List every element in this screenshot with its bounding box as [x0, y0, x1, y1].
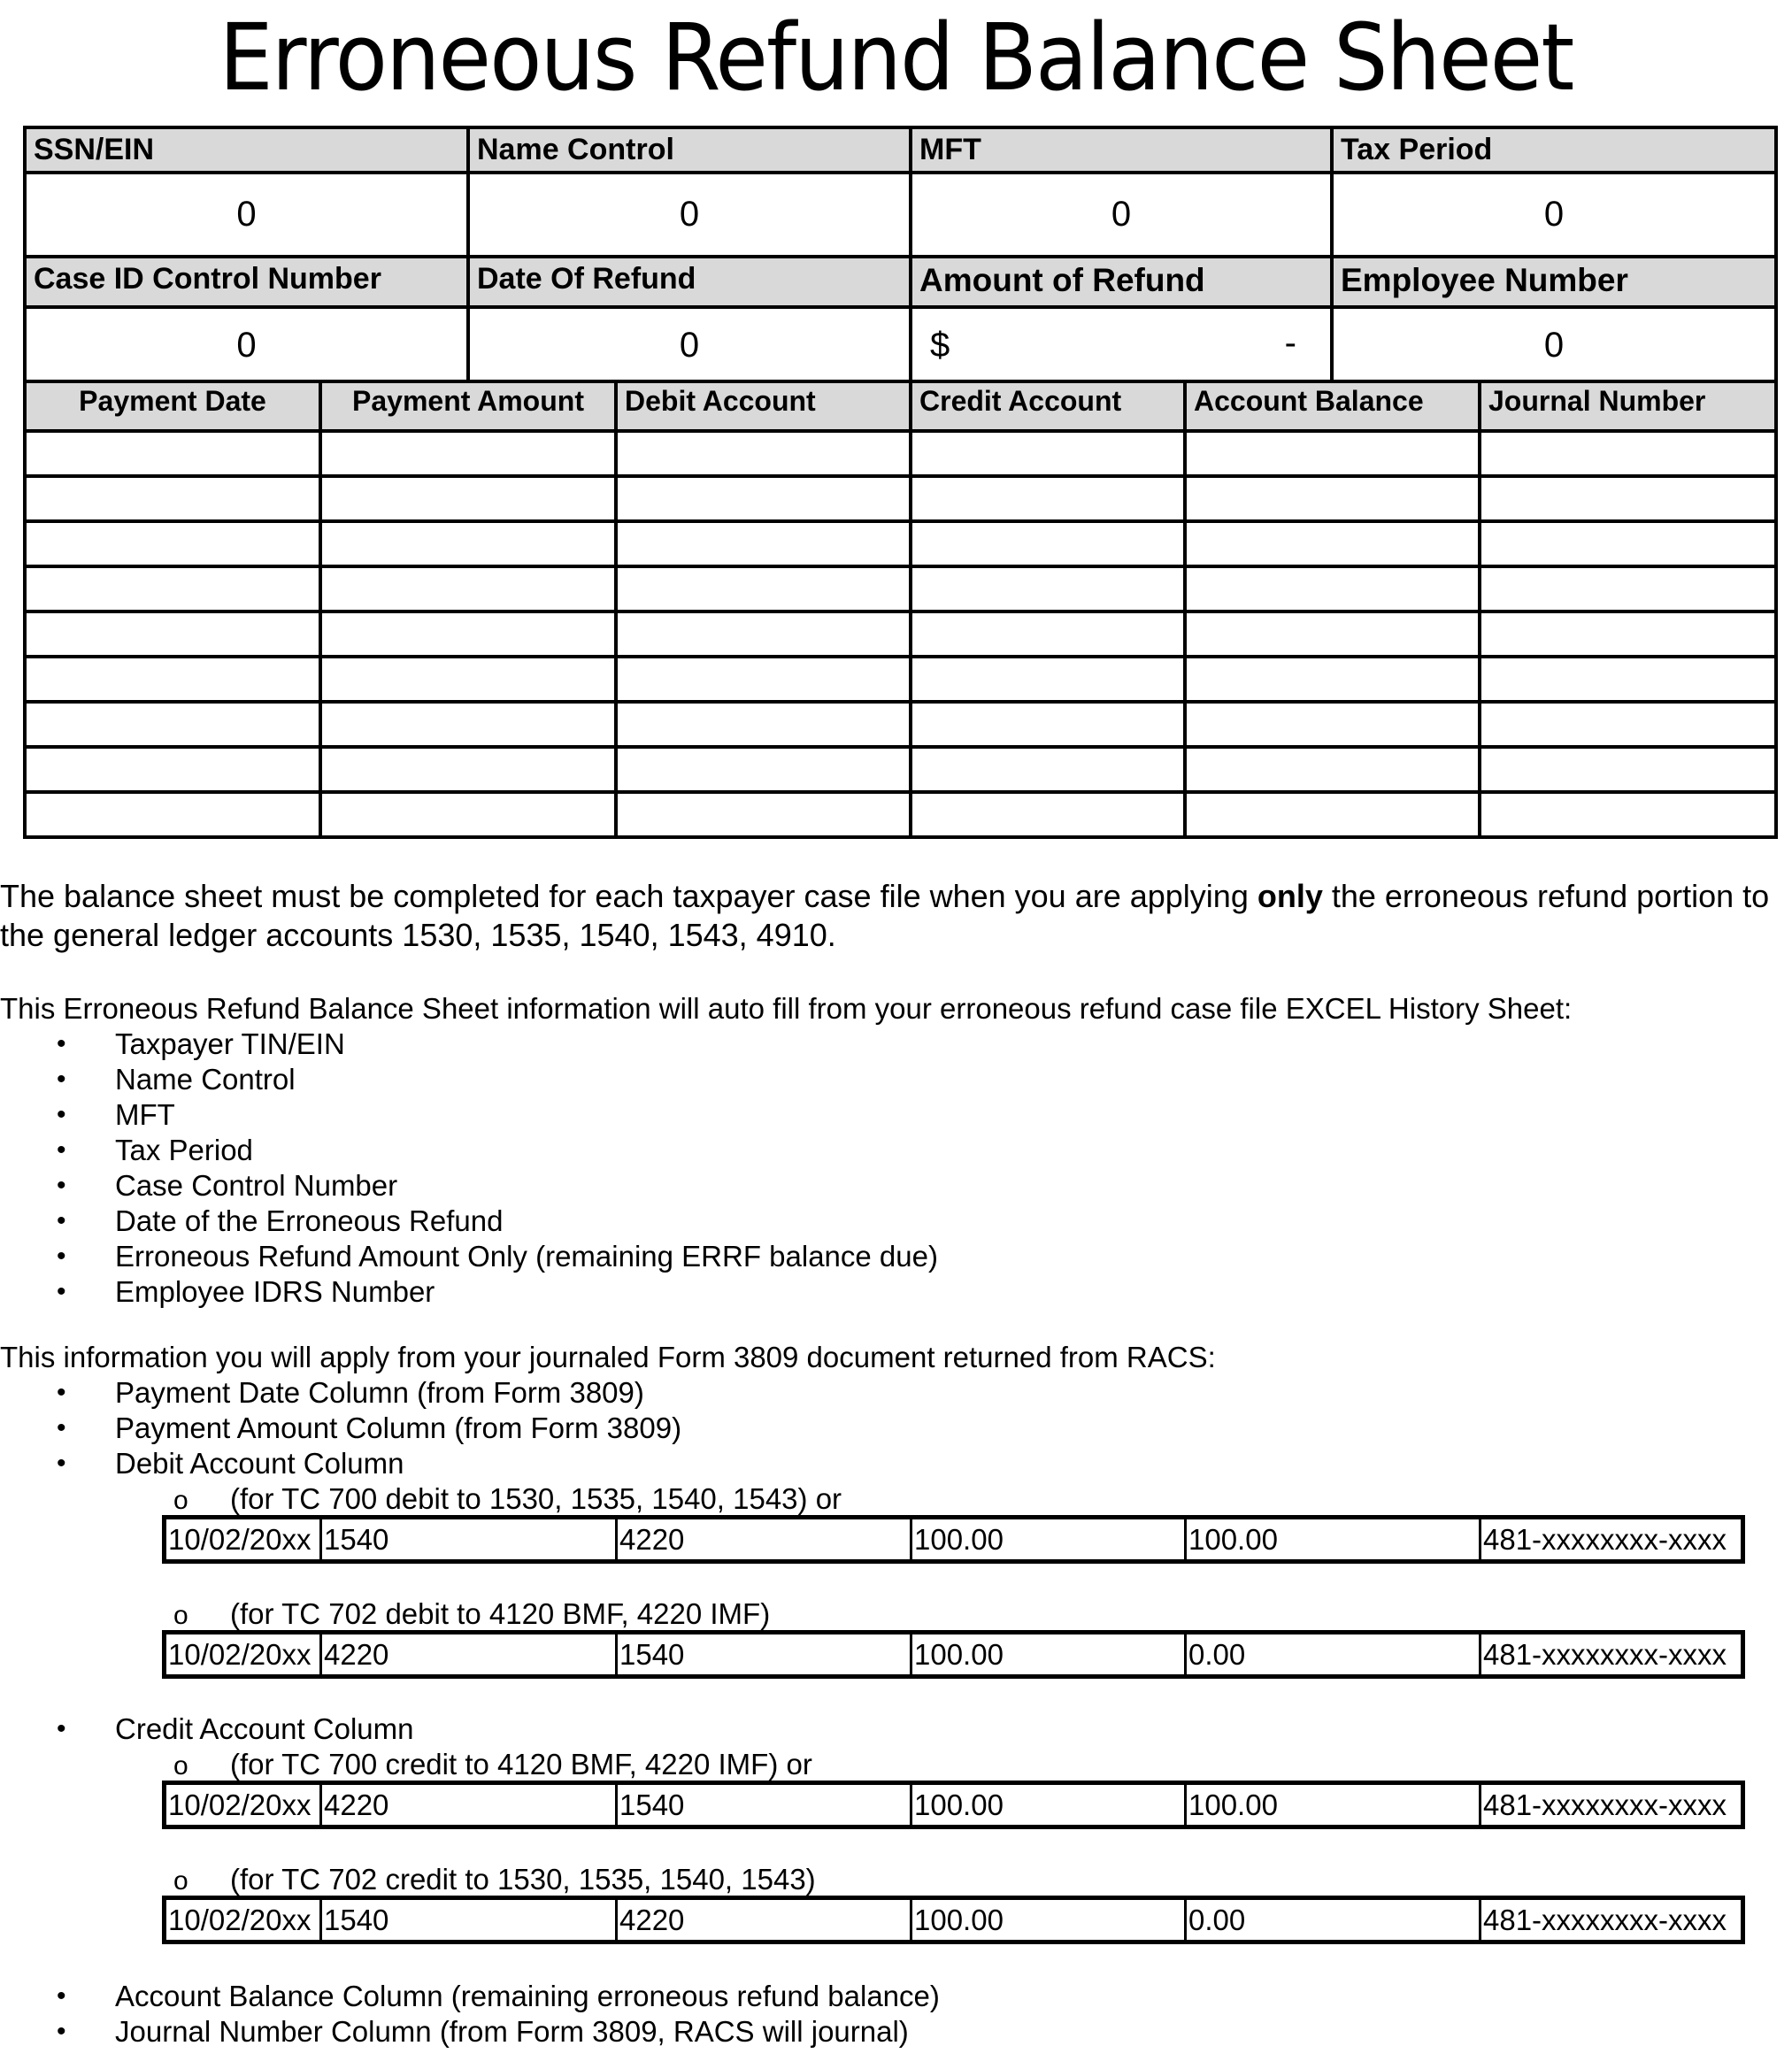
apply-heading: This information you will apply from your journaled Form 3809 document returned from RACS: [0, 1341, 1216, 1373]
autofill-heading: This Erroneous Refund Balance Sheet information will auto fill from your erroneous refund case file EXCEL History Sheet: [0, 992, 1573, 1025]
amount-of-refund-label: Amount of Refund [911, 257, 1332, 307]
table-row [25, 792, 1776, 837]
example-cell-credit-account: 100.00 [911, 1633, 1186, 1677]
cell-payment-amount[interactable] [320, 792, 616, 837]
cell-credit-account[interactable] [911, 747, 1185, 792]
bullet-icon: • [57, 1100, 66, 1129]
example-cell-payment-amount: 1540 [321, 1898, 617, 1942]
bullet-icon: • [57, 1714, 66, 1743]
table-row [25, 611, 1776, 657]
list-item-text: Erroneous Refund Amount Only (remaining ERRF balance due) [115, 1240, 938, 1273]
credit-item-list [0, 1711, 414, 1747]
cell-credit-account[interactable] [911, 792, 1185, 837]
cell-account-balance[interactable] [1185, 431, 1480, 476]
table-row [25, 521, 1776, 566]
cell-credit-account[interactable] [911, 476, 1185, 521]
sub-bullet-icon: o [173, 1486, 188, 1515]
cell-payment-amount[interactable] [320, 747, 616, 792]
cell-account-balance[interactable] [1185, 657, 1480, 702]
list-item [0, 2014, 940, 2050]
intro-text: The balance sheet must be completed for each taxpayer case file when you are applying [0, 878, 1257, 914]
intro-paragraph [0, 877, 1769, 955]
mft-value[interactable]: 0 [911, 173, 1332, 257]
example-cell-journal-number: 481-xxxxxxxx-xxxx [1481, 1633, 1743, 1677]
cell-account-balance[interactable] [1185, 476, 1480, 521]
caption-text: (for TC 702 debit to 4120 BMF, 4220 IMF) [230, 1597, 771, 1630]
example-cell-payment-amount: 4220 [321, 1783, 617, 1827]
amount-value: - [1284, 323, 1296, 363]
cell-debit-account[interactable] [616, 657, 911, 702]
bullet-icon: • [57, 1449, 66, 1478]
cell-payment-date[interactable] [25, 521, 320, 566]
example-cell-journal-number: 481-xxxxxxxx-xxxx [1481, 1518, 1743, 1562]
list-item [0, 1133, 938, 1168]
cell-journal-number[interactable] [1480, 792, 1776, 837]
cell-debit-account[interactable] [616, 611, 911, 657]
cell-debit-account[interactable] [616, 476, 911, 521]
bullet-icon: • [57, 1413, 66, 1442]
list-item [0, 1062, 938, 1097]
list-item [0, 1411, 681, 1446]
list-item [0, 1027, 938, 1062]
caption-text: (for TC 702 credit to 1530, 1535, 1540, 1543) [230, 1863, 816, 1896]
table-row [25, 566, 1776, 611]
table-row [25, 476, 1776, 521]
bullet-icon: • [57, 1277, 66, 1306]
bullet-icon: • [57, 1135, 66, 1165]
cell-journal-number[interactable] [1480, 702, 1776, 747]
example-cell-payment-date: 10/02/20xx [165, 1898, 321, 1942]
cell-account-balance[interactable] [1185, 747, 1480, 792]
example-cell-credit-account: 100.00 [911, 1898, 1186, 1942]
column-header-credit-account: Credit Account [911, 381, 1185, 431]
list-item [0, 1168, 938, 1204]
list-item [0, 1375, 681, 1411]
cell-journal-number[interactable] [1480, 657, 1776, 702]
page-title: Erroneous Refund Balance Sheet [219, 4, 1573, 112]
list-item [0, 1446, 681, 1481]
example-cell-payment-amount: 1540 [321, 1518, 617, 1562]
intro-emphasis: only [1257, 878, 1323, 914]
cell-payment-amount[interactable] [320, 611, 616, 657]
bullet-icon: • [57, 2017, 66, 2046]
column-header-debit-account: Debit Account [616, 381, 911, 431]
list-item-text: Name Control [115, 1063, 296, 1096]
credit-example-1-caption [173, 1747, 812, 1784]
cell-account-balance[interactable] [1185, 792, 1480, 837]
cell-debit-account[interactable] [616, 566, 911, 611]
example-cell-account-balance: 100.00 [1186, 1518, 1481, 1562]
cell-journal-number[interactable] [1480, 431, 1776, 476]
sub-bullet-icon: o [173, 1866, 188, 1896]
sub-bullet-icon: o [173, 1751, 188, 1781]
bullet-icon: • [57, 1242, 66, 1271]
caption-text: (for TC 700 credit to 4120 BMF, 4220 IMF) or [230, 1748, 812, 1781]
list-item-text: Payment Date Column (from Form 3809) [115, 1376, 644, 1409]
cell-journal-number[interactable] [1480, 747, 1776, 792]
list-item-text: Tax Period [115, 1134, 253, 1166]
cell-account-balance[interactable] [1185, 521, 1480, 566]
autofill-list [0, 1027, 938, 1310]
cell-credit-account[interactable] [911, 566, 1185, 611]
example-cell-debit-account: 1540 [617, 1633, 911, 1677]
list-item-text: Date of the Erroneous Refund [115, 1204, 504, 1237]
employee-number-label: Employee Number [1332, 257, 1776, 307]
cell-account-balance[interactable] [1185, 702, 1480, 747]
bullet-icon: • [57, 1029, 66, 1058]
cell-account-balance[interactable] [1185, 566, 1480, 611]
cell-payment-amount[interactable] [320, 521, 616, 566]
example-cell-credit-account: 100.00 [911, 1783, 1186, 1827]
cell-payment-amount[interactable] [320, 431, 616, 476]
cell-payment-date[interactable] [25, 747, 320, 792]
cell-debit-account[interactable] [616, 747, 911, 792]
credit-example-2-table [162, 1896, 1745, 1944]
tax-period-value[interactable]: 0 [1332, 173, 1776, 257]
example-cell-account-balance: 0.00 [1186, 1898, 1481, 1942]
list-item-text: Account Balance Column (remaining erroneous refund balance) [115, 1980, 940, 2012]
bullet-icon: • [57, 1981, 66, 2011]
tax-period-label: Tax Period [1332, 127, 1776, 173]
cell-payment-date[interactable] [25, 566, 320, 611]
employee-number-value[interactable]: 0 [1332, 307, 1776, 383]
example-cell-payment-amount: 4220 [321, 1633, 617, 1677]
cell-payment-date[interactable] [25, 476, 320, 521]
cell-credit-account[interactable] [911, 702, 1185, 747]
cell-payment-amount[interactable] [320, 657, 616, 702]
example-row [165, 1518, 1743, 1562]
cell-credit-account[interactable] [911, 431, 1185, 476]
table-row [25, 431, 1776, 476]
payments-table-body [25, 431, 1776, 837]
sub-bullet-icon: o [173, 1601, 188, 1630]
payments-table [23, 380, 1778, 839]
list-item [0, 1979, 940, 2014]
cell-credit-account[interactable] [911, 657, 1185, 702]
cell-journal-number[interactable] [1480, 566, 1776, 611]
cell-payment-date[interactable] [25, 702, 320, 747]
list-item-text: Case Control Number [115, 1169, 398, 1202]
table-row [25, 702, 1776, 747]
list-item-credit-account-column [0, 1711, 414, 1747]
cell-journal-number[interactable] [1480, 611, 1776, 657]
cell-payment-date[interactable] [25, 792, 320, 837]
list-item-text: Debit Account Column [115, 1447, 404, 1480]
list-item-text: Employee IDRS Number [115, 1275, 435, 1308]
caption-text: (for TC 700 debit to 1530, 1535, 1540, 1543) or [230, 1482, 842, 1515]
currency-symbol: $ [930, 325, 950, 365]
cell-credit-account[interactable] [911, 611, 1185, 657]
name-control-label: Name Control [468, 127, 911, 173]
case-id-label: Case ID Control Number [25, 257, 468, 307]
cell-payment-amount[interactable] [320, 702, 616, 747]
case-header-table [23, 126, 1778, 385]
example-cell-journal-number: 481-xxxxxxxx-xxxx [1481, 1783, 1743, 1827]
cell-debit-account[interactable] [616, 702, 911, 747]
example-cell-journal-number: 481-xxxxxxxx-xxxx [1481, 1898, 1743, 1942]
example-cell-account-balance: 100.00 [1186, 1783, 1481, 1827]
cell-account-balance[interactable] [1185, 611, 1480, 657]
date-of-refund-label: Date Of Refund [468, 257, 911, 307]
bullet-icon: • [57, 1065, 66, 1094]
cell-debit-account[interactable] [616, 431, 911, 476]
cell-payment-amount[interactable] [320, 566, 616, 611]
debit-example-2-table [162, 1630, 1745, 1679]
cell-journal-number[interactable] [1480, 521, 1776, 566]
example-row [165, 1898, 1743, 1942]
cell-payment-date[interactable] [25, 611, 320, 657]
table-row [25, 747, 1776, 792]
example-cell-payment-date: 10/02/20xx [165, 1783, 321, 1827]
example-row [165, 1783, 1743, 1827]
example-cell-account-balance: 0.00 [1186, 1633, 1481, 1677]
example-cell-payment-date: 10/02/20xx [165, 1518, 321, 1562]
list-item-text: Payment Amount Column (from Form 3809) [115, 1411, 682, 1444]
list-item [0, 1097, 938, 1133]
cell-payment-date[interactable] [25, 657, 320, 702]
case-id-value[interactable]: 0 [25, 307, 468, 383]
bullet-icon: • [57, 1171, 66, 1200]
bullet-icon: • [57, 1378, 66, 1407]
date-of-refund-value[interactable]: 0 [468, 307, 911, 383]
debit-example-2-caption [173, 1596, 770, 1634]
list-item-text: Credit Account Column [115, 1712, 414, 1745]
cell-journal-number[interactable] [1480, 476, 1776, 521]
ssn-ein-value[interactable]: 0 [25, 173, 468, 257]
example-row [165, 1633, 1743, 1677]
apply-list [0, 1375, 681, 1481]
list-item-text: Journal Number Column (from Form 3809, RACS will journal) [115, 2015, 909, 2048]
example-cell-payment-date: 10/02/20xx [165, 1633, 321, 1677]
cell-debit-account[interactable] [616, 792, 911, 837]
example-cell-debit-account: 4220 [617, 1518, 911, 1562]
cell-payment-amount[interactable] [320, 476, 616, 521]
column-header-payment-amount: Payment Amount [320, 381, 616, 431]
example-cell-credit-account: 100.00 [911, 1518, 1186, 1562]
list-item [0, 1204, 938, 1239]
list-item-text: MFT [115, 1098, 175, 1131]
column-header-account-balance: Account Balance [1185, 381, 1480, 431]
bullet-icon: • [57, 1206, 66, 1235]
debit-example-1-caption [173, 1481, 842, 1519]
name-control-value[interactable]: 0 [468, 173, 911, 257]
credit-example-2-caption [173, 1862, 816, 1899]
amount-of-refund-value[interactable] [911, 307, 1332, 383]
table-row [25, 657, 1776, 702]
example-cell-debit-account: 1540 [617, 1783, 911, 1827]
debit-example-1-table [162, 1515, 1745, 1564]
column-header-payment-date: Payment Date [25, 381, 320, 431]
cell-credit-account[interactable] [911, 521, 1185, 566]
cell-payment-date[interactable] [25, 431, 320, 476]
list-item [0, 1274, 938, 1310]
intro-line-2: the general ledger accounts 1530, 1535, 1540, 1543, 4910. [0, 917, 836, 953]
list-item [0, 1239, 938, 1274]
final-list [0, 1979, 940, 2050]
ssn-ein-label: SSN/EIN [25, 127, 468, 173]
credit-example-1-table [162, 1781, 1745, 1829]
list-item-text: Taxpayer TIN/EIN [115, 1027, 345, 1060]
intro-text-end: the erroneous refund portion to [1322, 878, 1770, 914]
mft-label: MFT [911, 127, 1332, 173]
example-cell-debit-account: 4220 [617, 1898, 911, 1942]
column-header-journal-number: Journal Number [1480, 381, 1776, 431]
cell-debit-account[interactable] [616, 521, 911, 566]
